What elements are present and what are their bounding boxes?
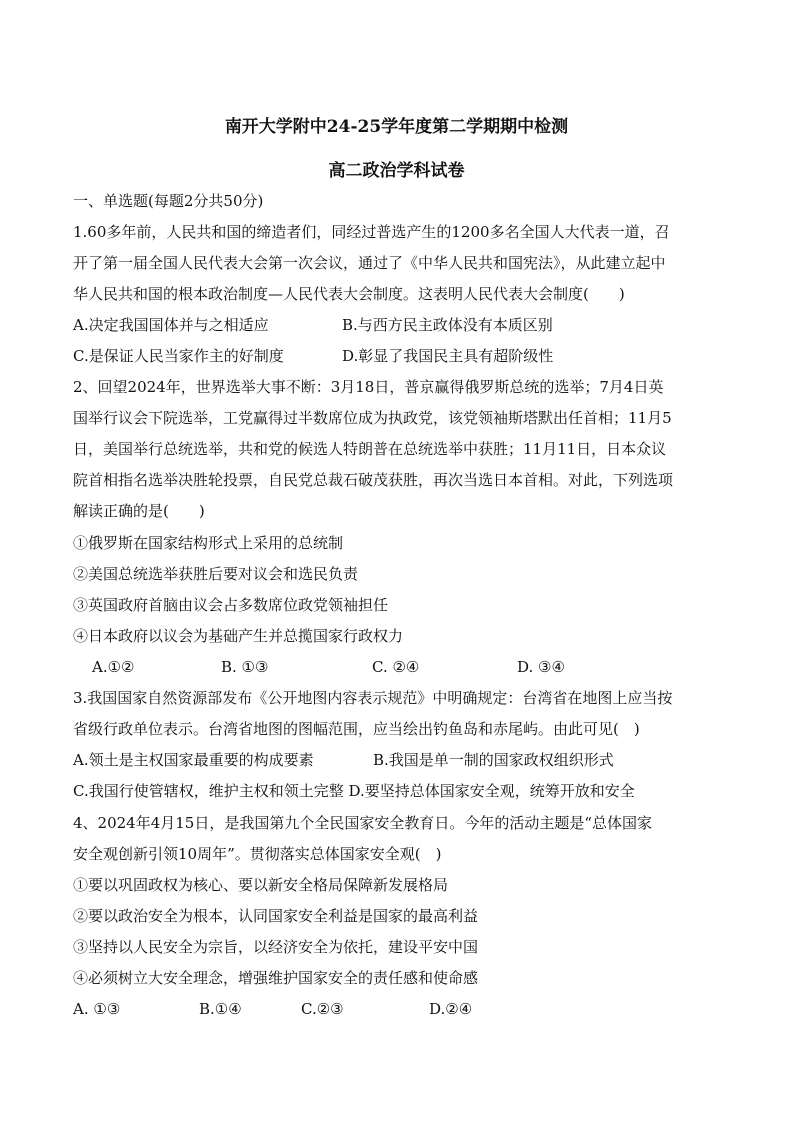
- exam-subtitle: 高二政治学科试卷: [328, 161, 465, 181]
- q3-options-row-1: [73, 750, 723, 770]
- q4-option-d: D.②④: [429, 1000, 473, 1018]
- q2-item-1: ①俄罗斯在国家结构形式上采用的总统制: [73, 534, 344, 552]
- q4-option-c: C.②③: [301, 1000, 344, 1018]
- q3-options-row-2: C.我国行使管辖权，维护主权和领土完整 D.要坚持总体国家安全观，统筹开放和安全: [73, 782, 635, 800]
- q1-options-row-1: [73, 315, 723, 335]
- exam-title: 南开大学附中24-25学年度第二学期期中检测: [224, 117, 569, 137]
- q2-item-4: ④日本政府以议会为基础产生并总揽国家行政权力: [73, 627, 404, 645]
- q1-line-1: 1.60多年前，人民共和国的缔造者们，同经过普选产生的1200多名全国人大代表一道，召: [73, 223, 670, 241]
- q1-line-3: 华人民共和国的根本政治制度—人民代表大会制度。这表明人民代表大会制度( ): [73, 285, 625, 303]
- q4-line-1: 4、2024年4月15日，是我国第九个全民国家安全教育日。今年的活动主题是“总体国家: [73, 814, 653, 832]
- q1-option-b: B.与西方民主政体没有本质区别: [342, 316, 553, 334]
- q2-options-row: [92, 657, 742, 677]
- q4-item-2: ②要以政治安全为根本，认同国家安全利益是国家的最高利益: [73, 907, 479, 925]
- q4-options-row: [73, 999, 723, 1019]
- q2-line-5: 解读正确的是( ): [73, 502, 205, 520]
- q2-option-c: C. ②④: [372, 658, 420, 676]
- q1-options-row-2: [73, 346, 723, 366]
- q2-line-4: 院首相指名选举决胜轮投票，自民党总裁石破茂获胜，再次当选日本首相。对此，下列选项: [73, 471, 674, 489]
- q1-option-c: C.是保证人民当家作主的好制度: [73, 347, 284, 365]
- q3-option-a: A.领土是主权国家最重要的构成要素: [73, 751, 314, 769]
- q2-option-b: B. ①③: [221, 658, 269, 676]
- q2-line-1: 2、回望2024年，世界选举大事不断：3月18日，普京赢得俄罗斯总统的选举；7月4日英: [73, 378, 664, 396]
- q1-option-d: D.彰显了我国民主具有超阶级性: [342, 347, 554, 365]
- q1-line-2: 开了第一届全国人民代表大会第一次会议，通过了《中华人民共和国宪法》，从此建立起中: [73, 254, 666, 272]
- q2-line-2: 国举行议会下院选举，工党赢得过半数席位成为执政党，该党领袖斯塔默出任首相；11月5: [73, 409, 672, 427]
- q3-line-1: 3.我国国家自然资源部发布《公开地图内容表示规范》中明确规定：台湾省在地图上应当按: [73, 689, 673, 707]
- q4-item-1: ①要以巩固政权为核心、要以新安全格局保障新发展格局: [73, 876, 449, 894]
- q4-item-3: ③坚持以人民安全为宗旨，以经济安全为依托，建设平安中国: [73, 938, 479, 956]
- q4-item-4: ④必须树立大安全理念，增强维护国家安全的责任感和使命感: [73, 969, 479, 987]
- q2-item-3: ③英国政府首脑由议会占多数席位政党领袖担任: [73, 596, 389, 614]
- q4-line-2: 安全观创新引领10周年”。贯彻落实总体国家安全观( ): [73, 845, 442, 863]
- q2-option-a: A.①②: [92, 658, 135, 676]
- q2-item-2: ②美国总统选举获胜后要对议会和选民负责: [73, 565, 359, 583]
- q2-option-d: D. ③④: [517, 658, 565, 676]
- q4-option-b: B.①④: [199, 1000, 242, 1018]
- q3-line-2: 省级行政单位表示。台湾省地图的图幅范围，应当绘出钓鱼岛和赤尾屿。由此可见( ): [73, 720, 640, 738]
- q3-option-b: B.我国是单一制的国家政权组织形式: [373, 751, 614, 769]
- section-heading: 一、单选题(每题2分共50分): [73, 192, 264, 210]
- q1-option-a: A.决定我国国体并与之相适应: [73, 316, 269, 334]
- q2-line-3: 日，美国举行总统选举，共和党的候选人特朗普在总统选举中获胜；11月11日，日本众议: [73, 440, 667, 458]
- q4-option-a: A. ①③: [73, 1000, 121, 1018]
